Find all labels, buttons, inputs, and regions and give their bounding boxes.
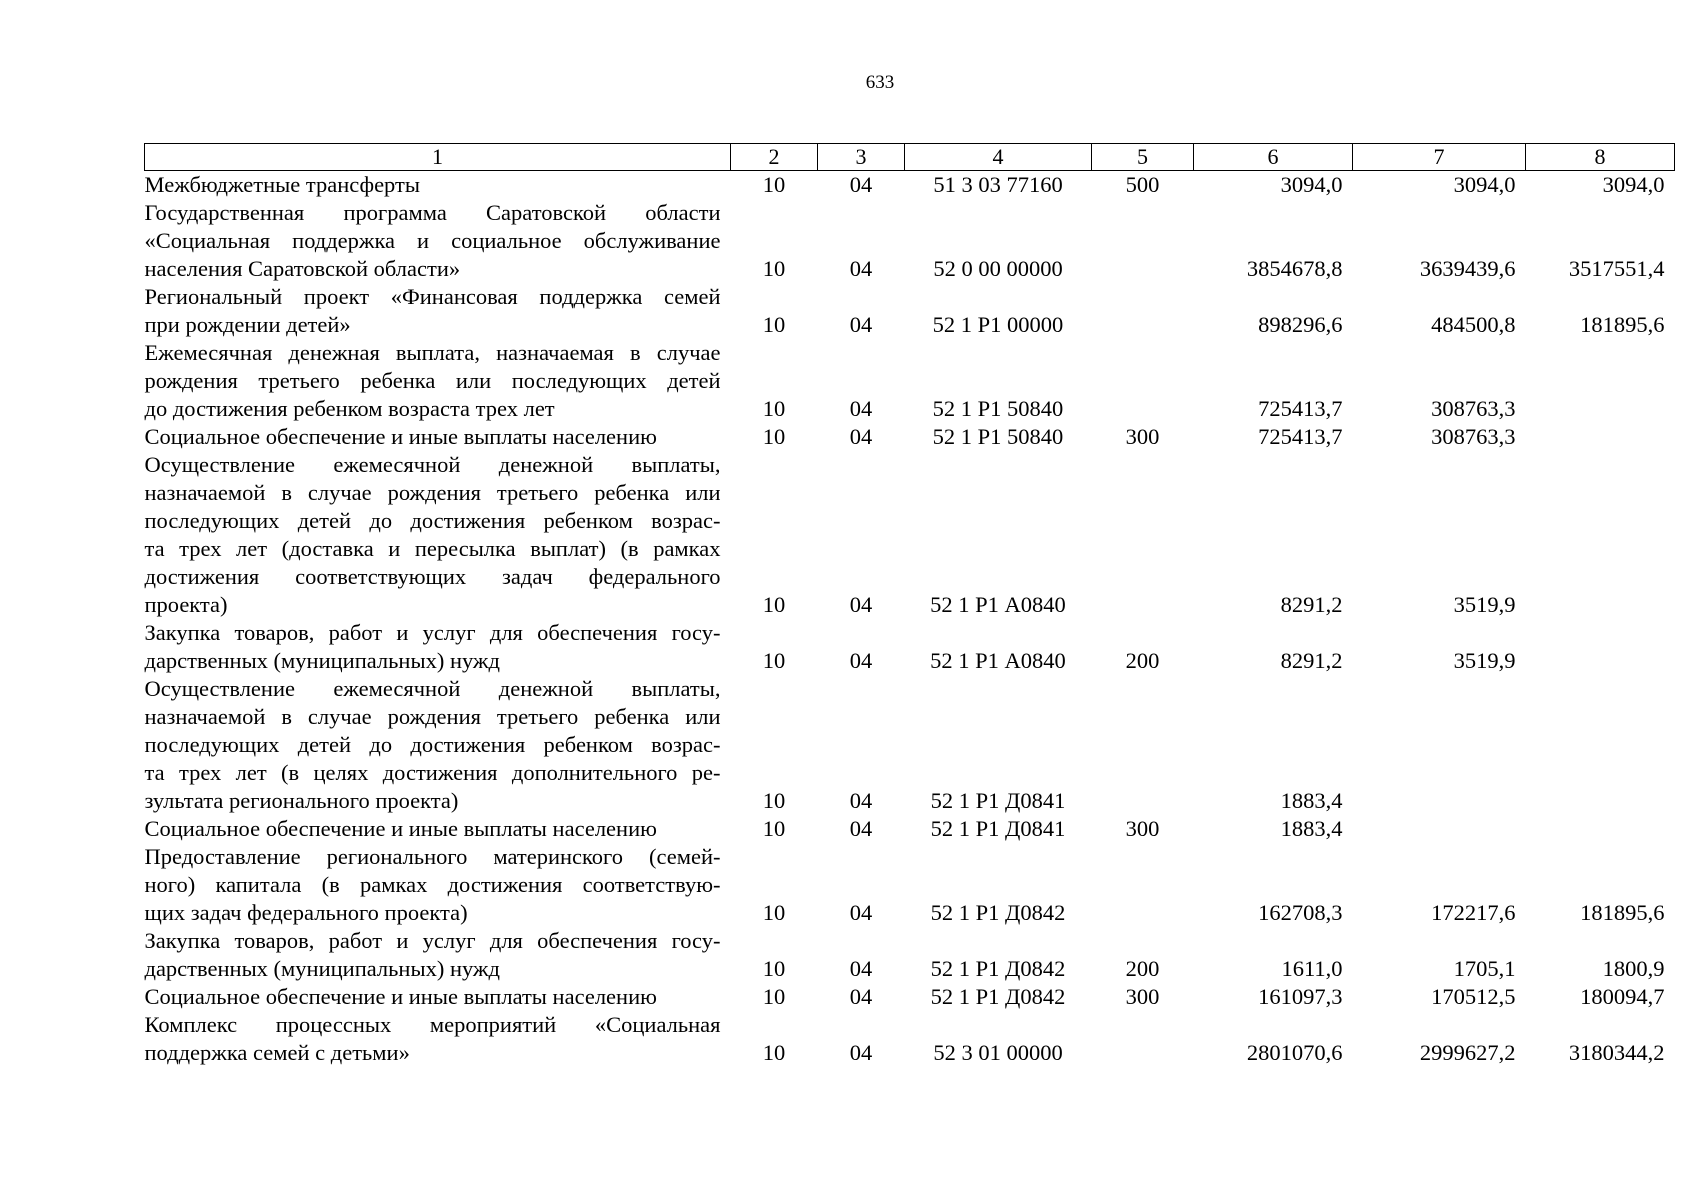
row-description [145,815,731,843]
subsection-code: 04 [849,788,873,813]
expense-type-code [1092,675,1194,815]
subsection-code: 04 [849,900,873,925]
target-article-code: 52 1 Р1 Д0841 [930,788,1066,813]
expense-type-code [1092,199,1194,283]
section-code: 10 [762,396,786,421]
expense-type-code: 200 [1125,648,1160,673]
amount-col-6: 162708,3 [1258,900,1343,925]
amount-col-8 [1526,815,1675,843]
amount-col-6: 725413,7 [1258,396,1343,421]
description-line: Государственная программа Саратовской области [144,200,721,225]
section-code: 10 [762,648,786,673]
subsection-code: 04 [849,648,873,673]
amount-col-8: 1800,9 [1602,956,1665,981]
table-row [145,843,1675,927]
section-code: 10 [762,984,786,1009]
expense-type-code [1092,843,1194,927]
expense-type-code [1092,451,1194,619]
amount-col-6: 1883,4 [1280,816,1343,841]
row-description [145,983,731,1011]
table-row [145,1011,1675,1067]
expense-type-code: 500 [1125,172,1160,197]
amount-col-6: 161097,3 [1258,984,1343,1009]
header-cell: 4 [905,144,1092,171]
expense-type-code: 200 [1125,956,1160,981]
section-code: 10 [762,956,786,981]
amount-col-6: 1611,0 [1281,956,1343,981]
description-line: последующих детей до достижения ребенком возрас- [144,508,721,533]
amount-col-8: 180094,7 [1580,984,1665,1009]
amount-col-7: 3519,9 [1453,592,1516,617]
description-line: «Социальная поддержка и социальное обслуживание [144,228,721,253]
amount-col-7: 484500,8 [1431,312,1516,337]
target-article-code: 52 1 Р1 Д0842 [930,984,1066,1009]
table-row [145,675,1675,815]
description-line: при рождении детей» [144,312,351,337]
subsection-code: 04 [849,256,873,281]
amount-col-7 [1353,815,1526,843]
header-cell: 6 [1194,144,1353,171]
header-cell: 7 [1353,144,1526,171]
expense-type-code: 300 [1125,816,1160,841]
section-code: 10 [762,1040,786,1065]
amount-col-7: 308763,3 [1431,396,1516,421]
description-line: зультата регионального проекта) [144,788,459,813]
description-line: назначаемой в случае рождения третьего ребенка или [144,704,721,729]
target-article-code: 52 1 Р1 50840 [932,424,1064,449]
table-row [145,619,1675,675]
row-description [145,339,731,423]
amount-col-6: 725413,7 [1258,424,1343,449]
subsection-code: 04 [849,816,873,841]
subsection-code: 04 [849,172,873,197]
table-row [145,199,1675,283]
amount-col-8 [1526,675,1675,815]
row-description [145,199,731,283]
amount-col-7: 3519,9 [1453,648,1516,673]
description-line: последующих детей до достижения ребенком возрас- [144,732,721,757]
budget-table [144,143,1675,1067]
amount-col-8: 3180344,2 [1568,1040,1665,1065]
table-row [145,927,1675,983]
target-article-code: 52 1 Р1 Д0842 [930,956,1066,981]
row-description [145,1011,731,1067]
row-description [145,675,731,815]
amount-col-6: 3854678,8 [1246,256,1343,281]
description-line: Региональный проект «Финансовая поддержка семей [144,284,721,309]
description-line: Социальное обеспечение и иные выплаты населению [144,816,657,841]
description-line: Социальное обеспечение и иные выплаты населению [144,424,657,449]
section-code: 10 [762,816,786,841]
amount-col-7: 170512,5 [1431,984,1516,1009]
amount-col-6: 898296,6 [1258,312,1343,337]
amount-col-6: 1883,4 [1280,788,1343,813]
description-line: рождения третьего ребенка или последующих детей [144,368,721,393]
description-line: Осуществление ежемесячной денежной выплаты, [144,452,721,477]
description-line: назначаемой в случае рождения третьего ребенка или [144,480,721,505]
amount-col-6: 8291,2 [1280,648,1343,673]
amount-col-7: 3639439,6 [1419,256,1516,281]
subsection-code: 04 [849,984,873,1009]
description-line: населения Саратовской области» [144,256,461,281]
description-line: щих задач федерального проекта) [144,900,468,925]
page-number: 633 [865,72,895,93]
subsection-code: 04 [849,396,873,421]
description-line: достижения соответствующих задач федерального [144,564,721,589]
amount-col-7: 308763,3 [1431,424,1516,449]
row-description [145,619,731,675]
amount-col-6: 3094,0 [1280,172,1343,197]
amount-col-8: 3094,0 [1602,172,1665,197]
expense-type-code [1092,339,1194,423]
table-row [145,815,1675,843]
amount-col-7: 3094,0 [1453,172,1516,197]
description-line: Закупка товаров, работ и услуг для обеспечения госу- [144,620,721,645]
expense-type-code: 300 [1125,424,1160,449]
header-cell: 5 [1092,144,1194,171]
description-line: Ежемесячная денежная выплата, назначаемая в случае [144,340,721,365]
subsection-code: 04 [849,424,873,449]
target-article-code: 52 1 Р1 00000 [932,312,1064,337]
table-row [145,171,1675,200]
target-article-code: 52 1 Р1 Д0842 [930,900,1066,925]
target-article-code: 52 1 Р1 50840 [932,396,1064,421]
description-line: Предоставление регионального материнского (семей- [144,844,721,869]
header-row [145,144,1675,171]
description-line: до достижения ребенком возраста трех лет [144,396,555,421]
header-cell: 3 [818,144,905,171]
amount-col-8: 3517551,4 [1568,256,1665,281]
table-row [145,451,1675,619]
description-line: Социальное обеспечение и иные выплаты населению [144,984,657,1009]
target-article-code: 52 0 00 00000 [933,256,1063,281]
table-row [145,983,1675,1011]
row-description [145,171,731,200]
row-description [145,423,731,451]
expense-type-code [1092,283,1194,339]
section-code: 10 [762,900,786,925]
target-article-code: 52 1 Р1 А0840 [930,648,1066,673]
row-description [145,927,731,983]
subsection-code: 04 [849,1040,873,1065]
description-line: Осуществление ежемесячной денежной выплаты, [144,676,721,701]
description-line: ного) капитала (в рамках достижения соответствую- [144,872,721,897]
expense-type-code: 300 [1125,984,1160,1009]
amount-col-7: 172217,6 [1431,900,1516,925]
amount-col-8 [1526,339,1675,423]
amount-col-7: 2999627,2 [1419,1040,1516,1065]
section-code: 10 [762,592,786,617]
description-line: Межбюджетные трансферты [144,172,420,197]
row-description [145,843,731,927]
header-cell: 2 [731,144,818,171]
section-code: 10 [762,788,786,813]
subsection-code: 04 [849,956,873,981]
target-article-code: 51 3 03 77160 [933,172,1063,197]
subsection-code: 04 [849,592,873,617]
header-cell: 8 [1526,144,1675,171]
table-row [145,423,1675,451]
description-line: та трех лет (в целях достижения дополнительного ре- [144,760,721,785]
amount-col-6: 8291,2 [1280,592,1343,617]
amount-col-7 [1353,675,1526,815]
target-article-code: 52 1 Р1 Д0841 [930,816,1066,841]
row-description [145,451,731,619]
subsection-code: 04 [849,312,873,337]
section-code: 10 [762,424,786,449]
row-description [145,283,731,339]
amount-col-8: 181895,6 [1580,312,1665,337]
description-line: поддержка семей с детьми» [144,1040,410,1065]
header-cell: 1 [145,144,731,171]
amount-col-7: 1705,1 [1453,956,1516,981]
section-code: 10 [762,172,786,197]
amount-col-8 [1526,619,1675,675]
amount-col-6: 2801070,6 [1246,1040,1343,1065]
table-row [145,339,1675,423]
table-row [145,283,1675,339]
amount-col-8: 181895,6 [1580,900,1665,925]
description-line: дарственных (муниципальных) нужд [144,956,500,981]
description-line: Комплекс процессных мероприятий «Социальная [144,1012,721,1037]
amount-col-8 [1526,423,1675,451]
section-code: 10 [762,312,786,337]
section-code: 10 [762,256,786,281]
target-article-code: 52 3 01 00000 [933,1040,1063,1065]
expense-type-code [1092,1011,1194,1067]
description-line: проекта) [144,592,228,617]
description-line: Закупка товаров, работ и услуг для обеспечения госу- [144,928,721,953]
description-line: дарственных (муниципальных) нужд [144,648,500,673]
description-line: та трех лет (доставка и пересылка выплат) (в рамках [144,536,721,561]
target-article-code: 52 1 Р1 А0840 [930,592,1066,617]
amount-col-8 [1526,451,1675,619]
